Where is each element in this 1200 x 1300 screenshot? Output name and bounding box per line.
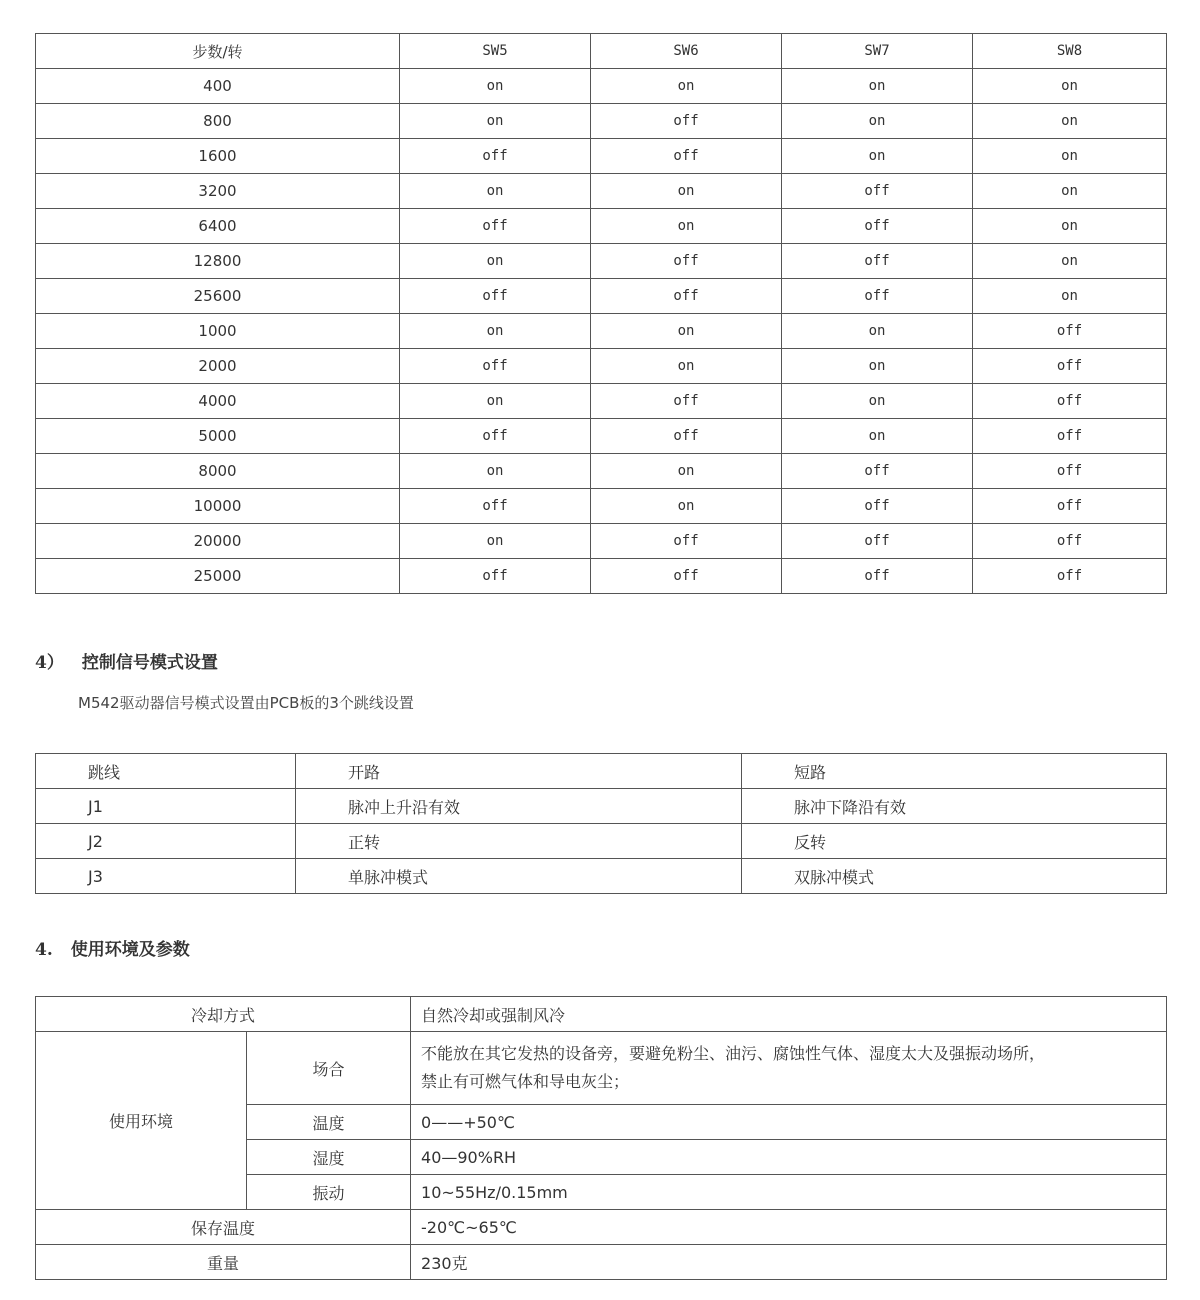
table-row: [36, 824, 1167, 859]
header-sw5: SW5: [400, 34, 591, 69]
place-value-line1: 不能放在其它发热的设备旁，要避免粉尘、油污、腐蚀性气体、湿度太大及强振动场所，: [421, 1044, 1046, 1063]
table-row: [36, 859, 1167, 894]
storage-label: 保存温度: [36, 1210, 411, 1245]
switch-state-cell: on: [782, 139, 973, 174]
jumper-table: [35, 753, 1167, 894]
switch-state-cell: on: [782, 419, 973, 454]
table-row: [36, 384, 1167, 419]
switch-state-cell: off: [591, 139, 782, 174]
steps-cell: 1600: [36, 139, 400, 174]
switch-state-cell: off: [973, 384, 1167, 419]
switch-state-cell: off: [973, 419, 1167, 454]
section-number: 4.: [35, 940, 53, 960]
env-label: 使用环境: [36, 1032, 247, 1210]
switch-state-cell: on: [591, 454, 782, 489]
short-cell: 脉冲下降沿有效: [742, 789, 1167, 824]
table-row: [36, 1210, 1167, 1245]
steps-cell: 800: [36, 104, 400, 139]
switch-state-cell: on: [782, 69, 973, 104]
switch-state-cell: off: [973, 314, 1167, 349]
table-row: [36, 314, 1167, 349]
table-row: [36, 104, 1167, 139]
switch-state-cell: on: [591, 209, 782, 244]
temp-value: 0——+50℃: [411, 1105, 1167, 1140]
table-header-row: [36, 754, 1167, 789]
switch-state-cell: on: [400, 454, 591, 489]
switch-state-cell: on: [400, 174, 591, 209]
switch-state-cell: off: [782, 559, 973, 594]
header-steps: 步数/转: [36, 34, 400, 69]
jumper-cell: J2: [36, 824, 296, 859]
switch-state-cell: off: [782, 454, 973, 489]
humidity-value: 40—90%RH: [411, 1140, 1167, 1175]
switch-state-cell: on: [782, 314, 973, 349]
table-row: [36, 69, 1167, 104]
steps-cell: 25600: [36, 279, 400, 314]
section-title: 使用环境及参数: [70, 940, 190, 960]
steps-cell: 400: [36, 69, 400, 104]
steps-cell: 3200: [36, 174, 400, 209]
switch-state-cell: off: [591, 104, 782, 139]
switch-state-cell: off: [973, 524, 1167, 559]
table-row: [36, 454, 1167, 489]
switch-state-cell: off: [591, 244, 782, 279]
switch-state-cell: on: [400, 524, 591, 559]
temp-label: 温度: [247, 1105, 411, 1140]
switch-state-cell: off: [782, 524, 973, 559]
steps-cell: 12800: [36, 244, 400, 279]
section-env-heading: [35, 935, 190, 960]
switch-state-cell: off: [591, 279, 782, 314]
switch-state-cell: off: [782, 244, 973, 279]
header-open: 开路: [296, 754, 742, 789]
switch-state-cell: on: [973, 244, 1167, 279]
switch-state-cell: on: [782, 384, 973, 419]
switch-state-cell: off: [591, 524, 782, 559]
section-description: M542驱动器信号模式设置由PCB板的3个跳线设置: [78, 694, 414, 712]
table-row: [36, 349, 1167, 384]
steps-cell: 6400: [36, 209, 400, 244]
switch-state-cell: on: [591, 489, 782, 524]
switch-state-cell: on: [591, 69, 782, 104]
switch-state-cell: off: [782, 174, 973, 209]
header-sw8: SW8: [973, 34, 1167, 69]
switch-state-cell: on: [400, 314, 591, 349]
table-header-row: [36, 34, 1167, 69]
environment-table: [35, 996, 1167, 1280]
jumper-cell: J3: [36, 859, 296, 894]
switch-state-cell: off: [591, 384, 782, 419]
switch-state-cell: off: [591, 419, 782, 454]
switch-state-cell: off: [973, 454, 1167, 489]
steps-cell: 1000: [36, 314, 400, 349]
switch-state-cell: on: [591, 174, 782, 209]
steps-cell: 10000: [36, 489, 400, 524]
switch-state-cell: on: [973, 174, 1167, 209]
section-signal-heading: [35, 648, 218, 673]
switch-state-cell: on: [591, 314, 782, 349]
switch-state-cell: off: [973, 559, 1167, 594]
header-short: 短路: [742, 754, 1167, 789]
header-jumper: 跳线: [36, 754, 296, 789]
table-row: [36, 139, 1167, 174]
table-row: [36, 997, 1167, 1032]
switch-state-cell: on: [400, 384, 591, 419]
switch-state-cell: on: [973, 69, 1167, 104]
table-row: [36, 1032, 1167, 1105]
place-value: [411, 1032, 1167, 1105]
table-row: [36, 489, 1167, 524]
switch-state-cell: off: [400, 139, 591, 174]
humidity-label: 湿度: [247, 1140, 411, 1175]
switch-state-cell: on: [973, 104, 1167, 139]
vibration-label: 振动: [247, 1175, 411, 1210]
table-row: [36, 789, 1167, 824]
weight-value: 230克: [411, 1245, 1167, 1280]
open-cell: 正转: [296, 824, 742, 859]
switch-state-cell: off: [591, 559, 782, 594]
steps-cell: 2000: [36, 349, 400, 384]
switch-state-cell: off: [973, 489, 1167, 524]
table-row: [36, 524, 1167, 559]
switch-state-cell: on: [591, 349, 782, 384]
storage-value: -20℃~65℃: [411, 1210, 1167, 1245]
table-row: [36, 279, 1167, 314]
steps-cell: 5000: [36, 419, 400, 454]
cooling-label: 冷却方式: [36, 997, 411, 1032]
switch-state-cell: on: [973, 279, 1167, 314]
switch-state-cell: on: [400, 69, 591, 104]
switch-state-cell: off: [782, 209, 973, 244]
switch-state-cell: on: [973, 209, 1167, 244]
table-row: [36, 244, 1167, 279]
short-cell: 反转: [742, 824, 1167, 859]
switch-state-cell: on: [973, 139, 1167, 174]
switch-state-cell: off: [782, 279, 973, 314]
switch-state-cell: off: [400, 349, 591, 384]
place-value-line2: 禁止有可燃气体和导电灰尘；: [421, 1072, 630, 1091]
open-cell: 脉冲上升沿有效: [296, 789, 742, 824]
steps-cell: 25000: [36, 559, 400, 594]
switch-state-cell: on: [782, 349, 973, 384]
switch-state-cell: on: [400, 104, 591, 139]
cooling-value: 自然冷却或强制风冷: [411, 997, 1167, 1032]
weight-label: 重量: [36, 1245, 411, 1280]
place-label: 场合: [247, 1032, 411, 1105]
switch-state-cell: off: [400, 279, 591, 314]
switch-state-cell: on: [782, 104, 973, 139]
header-sw7: SW7: [782, 34, 973, 69]
table-row: [36, 209, 1167, 244]
open-cell: 单脉冲模式: [296, 859, 742, 894]
switch-state-cell: off: [782, 489, 973, 524]
switch-state-cell: off: [400, 489, 591, 524]
jumper-cell: J1: [36, 789, 296, 824]
switch-state-cell: off: [400, 419, 591, 454]
section-title: 控制信号模式设置: [81, 653, 218, 673]
switch-state-cell: off: [400, 559, 591, 594]
table-row: [36, 174, 1167, 209]
vibration-value: 10~55Hz/0.15mm: [411, 1175, 1167, 1210]
header-sw6: SW6: [591, 34, 782, 69]
table-row: [36, 559, 1167, 594]
steps-cell: 8000: [36, 454, 400, 489]
table-row: [36, 419, 1167, 454]
step-setting-table: [35, 33, 1167, 594]
table-row: [36, 1245, 1167, 1280]
steps-cell: 20000: [36, 524, 400, 559]
steps-cell: 4000: [36, 384, 400, 419]
short-cell: 双脉冲模式: [742, 859, 1167, 894]
switch-state-cell: on: [400, 244, 591, 279]
section-number: 4）: [35, 653, 64, 673]
switch-state-cell: off: [400, 209, 591, 244]
switch-state-cell: off: [973, 349, 1167, 384]
